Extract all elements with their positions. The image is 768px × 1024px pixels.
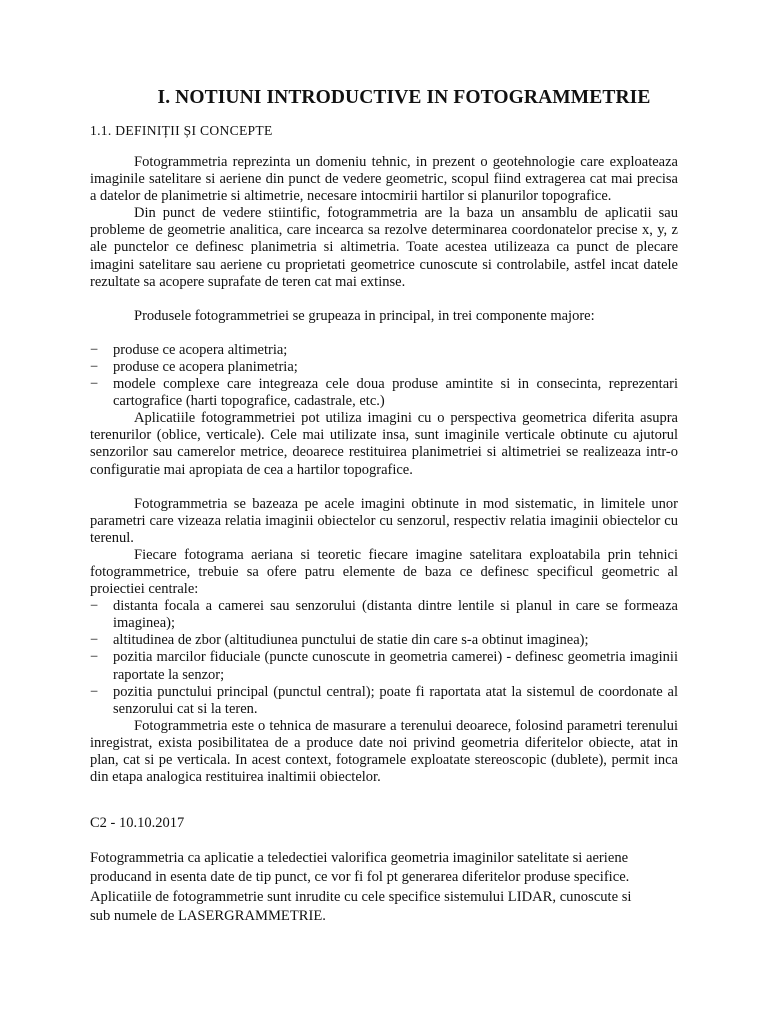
elements-list: [90, 598, 678, 718]
paragraph: Fotogrammetria se bazeaza pe acele imagini obtinute in mod sistematic, in limitele unor parametri care vizeaza relatia imaginii obiectelor cu senzorul, respectiv relatia imaginii obiectelor cu terenul.: [90, 495, 678, 546]
section-heading: 1.1. DEFINIȚII ȘI CONCEPTE: [90, 123, 273, 138]
document-title: I. NOTIUNI INTRODUCTIVE IN FOTOGRAMMETRIE: [157, 87, 651, 108]
products-list: [90, 342, 678, 410]
text-line: producand in esenta date de tip punct, ce vor fi fol pt generarea diferitelor produse specifice.: [90, 869, 630, 886]
text-line: Aplicatiile de fotogrammetrie sunt inrudite cu cele specifice sistemului LIDAR, cunoscute si: [90, 888, 632, 905]
paragraph: Fotogrammetria este o tehnica de masurare a terenului deoarece, folosind parametri terenului inregistrat, exista posibilitatea de a produce date noi privind geometria diferitelor obiecte, atat in plan, cat si pe verticala. In acest context, fotogramele exploatate stereoscopic (dublete), permit inca din etapa analogica restituirea inaltimii obiectelor.: [90, 717, 678, 786]
dash-bullet: −: [90, 358, 99, 375]
paragraph: Fotogrammetria reprezinta un domeniu tehnic, in prezent o geotehnologie care exploateaza imaginile satelitare si aeriene din punct de vedere geometric, scopul fiind extragerea cat mai precisa a datelor de planimetrie si altimetrie, necesare intocmirii hartilor si planurilor topografice.: [90, 154, 678, 205]
list-item: [90, 376, 678, 410]
list-item-text: altitudinea de zbor (altitudiunea punctului de statie din care s-a obtinut imaginea);: [113, 632, 589, 649]
final-paragraph: [90, 849, 678, 926]
paragraph: Aplicatiile fotogrammetriei pot utiliza imagini cu o perspectiva geometrica diferita asupra terenurilor (oblice, verticale). Cele mai utilizate insa, sunt imaginile verticale obtinute cu ajutorul senzorilor sau camerelor metrice, deoarece restituirea planimetriei si altimetriei se realizeaza intr-o configuratie mai apropiata de cea a hartilor topografice.: [90, 410, 678, 478]
list-item: [90, 684, 678, 718]
list-item-text: produse ce acopera planimetria;: [113, 358, 298, 375]
list-item: [90, 342, 678, 359]
list-item-text: pozitia punctului principal (punctul central); poate fi raportata atat la sistemul de coordonate al senzorului cat si la teren.: [113, 683, 678, 717]
list-item: [90, 649, 678, 683]
text-line: sub numele de LASERGRAMMETRIE.: [90, 907, 326, 924]
list-item: [90, 598, 678, 632]
date-line: C2 - 10.10.2017: [90, 815, 185, 832]
dash-bullet: −: [90, 649, 99, 666]
dash-bullet: −: [90, 598, 99, 615]
list-item: [90, 359, 678, 376]
dash-bullet: −: [90, 683, 99, 700]
list-item-text: distanta focala a camerei sau senzorului (distanta dintre lentile si planul in care se formeaza imaginea);: [113, 598, 678, 632]
dash-bullet: −: [90, 376, 99, 393]
dash-bullet: −: [90, 632, 99, 649]
paragraph: Produsele fotogrammetriei se grupeaza in principal, in trei componente majore:: [134, 307, 595, 324]
paragraph: Fiecare fotograma aeriana si teoretic fiecare imagine satelitara exploatabila prin tehnici fotogrammetrice, trebuie sa ofere patru elemente de baza ce definesc specificul geometric al proiectiei centrale:: [90, 546, 678, 598]
text-line: Fotogrammetria ca aplicatie a teledectiei valorifica geometria imaginilor satelitate si aeriene: [90, 850, 629, 867]
list-item: [90, 632, 678, 649]
list-item-text: modele complexe care integreaza cele doua produse amintite si in consecinta, reprezentari cartografice (harti topografice, cadastrale, etc.): [113, 376, 678, 410]
list-item-text: pozitia marcilor fiduciale (puncte cunoscute in geometria camerei) - definesc geometria imaginii raportate la senzor;: [113, 649, 678, 683]
paragraph: Din punct de vedere stiintific, fotogrammetria are la baza un ansamblu de aplicatii sau probleme de geometrie analitica, care incearca sa rezolve determinarea coordonatelor precise x, y, z ale punctelor ce definesc planimetria si altimetria. Toate acestea utilizeaza ca punct de plecare imagini satelitare sau aeriene cu proprietati geometrice cunoscute si controlabile, astfel incat datele rezultate sa acopere suprafate de teren cat mai extinse.: [90, 205, 678, 290]
list-item-text: produse ce acopera altimetria;: [113, 341, 288, 358]
dash-bullet: −: [90, 341, 99, 358]
